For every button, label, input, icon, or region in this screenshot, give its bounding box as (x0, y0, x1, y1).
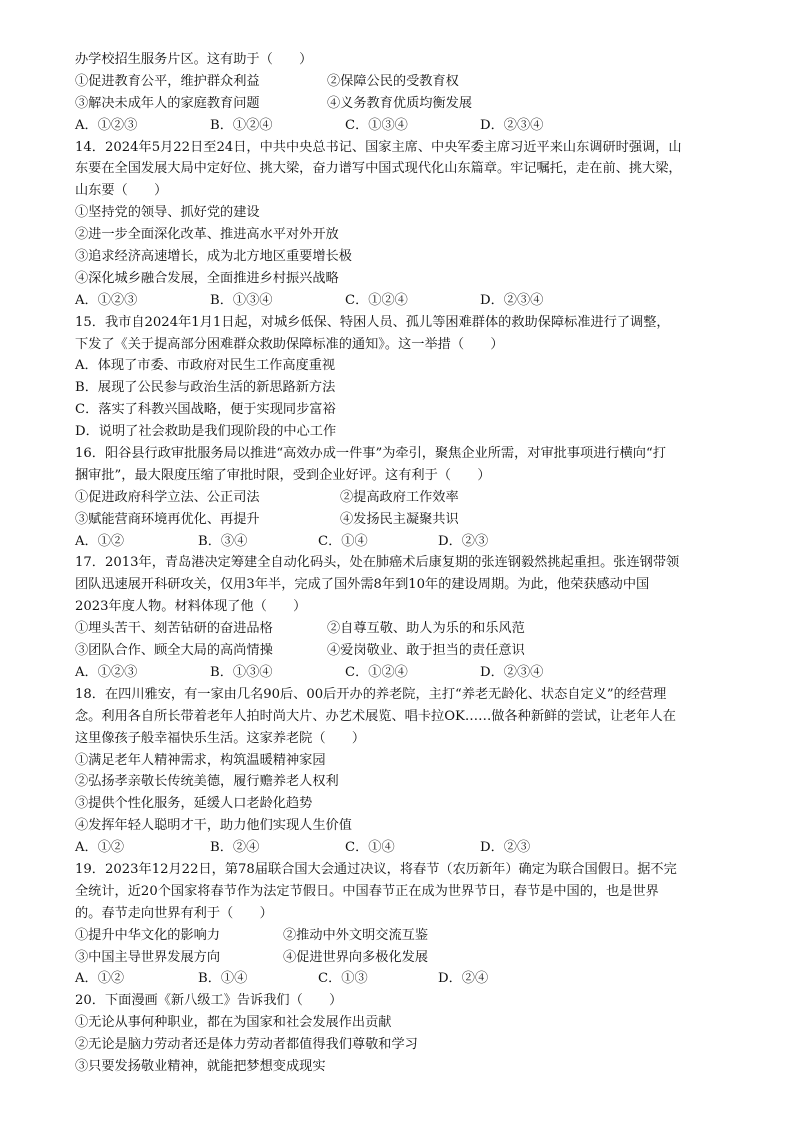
q18-stem-line: 念。利用各自所长带着老年人拍时尚大片、办艺术展览、唱卡拉OK……做各种新鲜的尝试，让老年人在 (75, 708, 676, 724)
q19-items-row2 (75, 947, 725, 969)
q14-option-d: D．②③④ (480, 292, 544, 308)
q16-option-b: B．③④ (198, 533, 248, 549)
q18-option-a: A．①② (75, 840, 125, 856)
q14-stem-line: 14．2024年5月22日至24日，中共中央总书记、国家主席、中央军委主席习近平来山东调研时强调，山 (75, 139, 682, 155)
q16-option-a: A．①② (75, 533, 125, 549)
q17-item-2: ②自尊互敬、助人为乐的和乐风范 (327, 621, 525, 637)
q17-item-3: ③团队合作、顾全大局的高尚情操 (75, 643, 273, 659)
q14-item-2: ②进一步全面深化改革、推进高水平对外开放 (75, 227, 339, 243)
q20-item-1: ①无论从事何种职业，都在为国家和社会发展作出贡献 (75, 1015, 392, 1031)
q19-options (75, 968, 725, 990)
q17-option-b: B．①③④ (210, 664, 273, 680)
q19-option-b: B．①④ (198, 971, 248, 987)
q13-options (75, 115, 725, 137)
q19-items-row1 (75, 925, 725, 947)
q17-item-1: ①埋头苦干、刻苦钻研的奋进品格 (75, 621, 273, 637)
q14-options (75, 290, 725, 312)
q19-item-3: ③中国主导世界发展方向 (75, 949, 221, 965)
q14-item-4: ④深化城乡融合发展，全面推进乡村振兴战略 (75, 270, 339, 286)
q13-items-row2 (75, 93, 725, 115)
q13-option-d: D．②③④ (480, 117, 544, 133)
q16-item-3: ③赋能营商环境再优化、再提升 (75, 511, 260, 527)
q18-option-d: D．②③ (480, 840, 531, 856)
q19-stem-line: 19．2023年12月22日，第78届联合国大会通过决议，将春节（农历新年）确定为联合国假日。据不完 (75, 861, 677, 877)
q18-option-b: B．②④ (210, 840, 260, 856)
q13-option-a: A．①②③ (75, 117, 138, 133)
q13-item-4: ④义务教育优质均衡发展 (327, 95, 473, 111)
q15-stem-line: 15．我市自2024年1月1日起，对城乡低保、特困人员、孤儿等困难群体的救助保障标准进行了调整， (75, 314, 670, 330)
q18-stem-line: 这里像孩子般幸福快乐生活。这家养老院（ ） (75, 730, 366, 746)
q16-option-d: D．②③ (438, 533, 489, 549)
q19-option-c: C．①③ (318, 971, 368, 987)
q16-item-2: ②提高政府工作效率 (340, 489, 459, 505)
q17-items-row2 (75, 640, 725, 662)
q18-stem-line: 18．在四川雅安，有一家由几名90后、00后开办的养老院，主打“养老无龄化、状态自定义”的经营理 (75, 686, 667, 702)
q19-stem-line: 全统计，近20个国家将春节作为法定节假日。中国春节正在成为世界节日，春节是中国的，也是世界 (75, 883, 659, 899)
q18-item-4: ④发挥年轻人聪明才干，助力他们实现人生价值 (75, 818, 352, 834)
q14-option-b: B．①③④ (210, 292, 273, 308)
q15-choice-d: D．说明了社会救助是我们现阶段的中心工作 (75, 424, 337, 440)
q16-stem-line: 捆审批”，最大限度压缩了审批时限，受到企业好评。这有利于（ ） (75, 467, 491, 483)
q19-stem-line: 的。春节走向世界有利于（ ） (75, 905, 273, 921)
q16-options (75, 531, 725, 553)
q18-item-1: ①满足老年人精神需求，构筑温暖精神家园 (75, 752, 326, 768)
q19-option-a: A．①② (75, 971, 125, 987)
q16-stem-line: 16．阳谷县行政审批服务局以推进“高效办成一件事”为牵引，聚焦企业所需，对审批事项进行横向“打 (75, 446, 666, 462)
q13-item-1: ①促进教育公平，维护群众利益 (75, 73, 260, 89)
q16-items-row2 (75, 509, 725, 531)
q15-choice-b: B．展现了公民参与政治生活的新思路新方法 (75, 380, 336, 396)
q17-options (75, 662, 725, 684)
q19-item-1: ①提升中华文化的影响力 (75, 927, 221, 943)
q15-choice-c: C．落实了科教兴国战略，便于实现同步富裕 (75, 402, 336, 418)
q15-stem-line: 下发了《关于提高部分困难群众救助保障标准的通知》。这一举措（ ） (75, 336, 504, 352)
q14-stem-line: 山东要（ ） (75, 183, 168, 199)
q19-option-d: D．②④ (438, 971, 489, 987)
q19-item-2: ②推动中外文明交流互鉴 (283, 927, 429, 943)
q18-item-3: ③提供个性化服务，延缓人口老龄化趋势 (75, 796, 313, 812)
q16-items-row1 (75, 487, 725, 509)
q20-item-3: ③只要发扬敬业精神，就能把梦想变成现实 (75, 1058, 326, 1074)
q14-option-a: A．①②③ (75, 292, 138, 308)
q17-option-a: A．①②③ (75, 664, 138, 680)
q18-item-2: ②弘扬孝亲敬长传统美德，履行赡养老人权利 (75, 774, 339, 790)
q14-stem-line: 东要在全国发展大局中定好位、挑大梁，奋力谱写中国式现代化山东篇章。牢记嘱托，走在前、挑大梁， (75, 161, 682, 177)
q14-item-3: ③追求经济高速增长，成为北方地区重要增长极 (75, 249, 352, 265)
q13-stem: 办学校招生服务片区。这有助于（ ） (75, 52, 313, 67)
q13-option-c: C．①③④ (345, 117, 408, 133)
q17-items-row1 (75, 618, 725, 640)
exam-page (75, 49, 725, 1078)
q14-item-1: ①坚持党的领导、抓好党的建设 (75, 205, 260, 221)
q16-option-c: C．①④ (318, 533, 368, 549)
q13-items-row1 (75, 71, 725, 93)
q13-item-2: ②保障公民的受教育权 (327, 73, 459, 89)
q17-option-c: C．①②④ (345, 664, 408, 680)
q20-item-2: ②无论是脑力劳动者还是体力劳动者都值得我们尊敬和学习 (75, 1037, 418, 1053)
q17-stem-line: 2023年度人物。材料体现了他（ ） (75, 599, 307, 615)
q14-option-c: C．①②④ (345, 292, 408, 308)
q18-option-c: C．①④ (345, 840, 395, 856)
q16-item-4: ④发扬民主凝聚共识 (340, 511, 459, 527)
q17-stem-line: 团队迅速展开科研攻关，仅用3年半，完成了国外需8年到10年的建设周期。为此，他荣获感动中国 (75, 577, 650, 593)
q13-option-b: B．①②④ (210, 117, 273, 133)
q13-item-3: ③解决未成年人的家庭教育问题 (75, 95, 260, 111)
q16-item-1: ①促进政府科学立法、公正司法 (75, 489, 260, 505)
q19-item-4: ④促进世界向多极化发展 (283, 949, 429, 965)
q18-options (75, 837, 725, 859)
q17-option-d: D．②③④ (480, 664, 544, 680)
q20-stem-line: 20．下面漫画《新八级工》告诉我们（ ） (75, 993, 343, 1009)
q17-item-4: ④爱岗敬业、敢于担当的责任意识 (327, 643, 525, 659)
q15-choice-a: A．体现了市委、市政府对民生工作高度重视 (75, 358, 336, 374)
q17-stem-line: 17．2013年，青岛港决定筹建全自动化码头，处在肺癌术后康复期的张连钢毅然挑起重担。张连钢带领 (75, 555, 680, 571)
